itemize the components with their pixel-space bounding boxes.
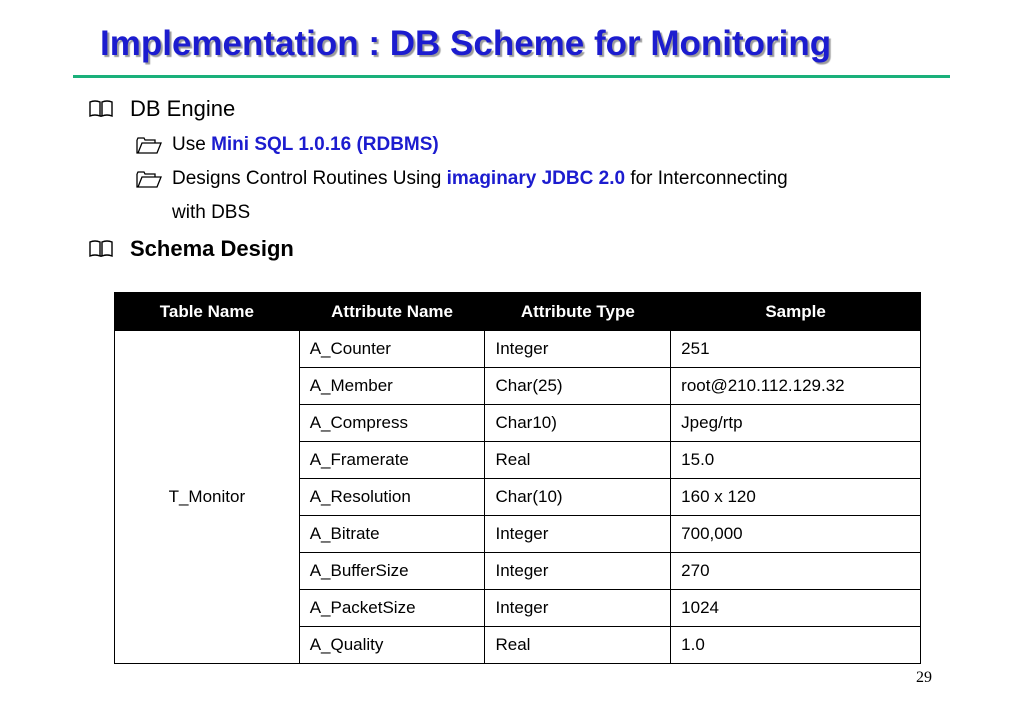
- sample-cell: 160 x 120: [671, 479, 921, 516]
- attribute-name-cell: A_PacketSize: [299, 590, 485, 627]
- attribute-type-cell: Char10): [485, 405, 671, 442]
- header-attribute-type: Attribute Type: [485, 293, 671, 331]
- attribute-name-cell: A_Bitrate: [299, 516, 485, 553]
- attribute-type-cell: Integer: [485, 553, 671, 590]
- bullet-db-engine: [130, 96, 235, 122]
- book-icon: [88, 239, 114, 259]
- header-sample: Sample: [671, 293, 921, 331]
- sample-cell: 270: [671, 553, 921, 590]
- sample-cell: 700,000: [671, 516, 921, 553]
- header-attribute-name: Attribute Name: [299, 293, 485, 331]
- attribute-name-cell: A_Framerate: [299, 442, 485, 479]
- table-row: [115, 331, 921, 368]
- sub-bullet-suffix: for Interconnecting: [625, 168, 788, 189]
- page-number: 29: [916, 669, 932, 686]
- bullet-label: DB Engine: [130, 96, 236, 121]
- bullet-label: Schema Design: [130, 236, 294, 261]
- sample-cell: Jpeg/rtp: [671, 405, 921, 442]
- sample-cell: 15.0: [671, 442, 921, 479]
- book-icon: [88, 99, 114, 119]
- sample-cell: 251: [671, 331, 921, 368]
- title-divider: [73, 75, 950, 78]
- slide-title: Implementation : DB Scheme for Monitoring: [100, 24, 832, 63]
- attribute-name-cell: A_BufferSize: [299, 553, 485, 590]
- sample-cell: 1024: [671, 590, 921, 627]
- sub-bullet-control-routines: [172, 168, 788, 190]
- attribute-type-cell: Real: [485, 627, 671, 664]
- schema-table: [114, 292, 921, 664]
- attribute-name-cell: A_Member: [299, 368, 485, 405]
- folder-icon: [135, 135, 163, 155]
- sub-bullet-text: Designs Control Routines Using: [172, 168, 447, 189]
- bullet-schema-design: [130, 236, 294, 262]
- table-header-row: [115, 293, 921, 331]
- sample-cell: root@210.112.129.32: [671, 368, 921, 405]
- table-name-cell: T_Monitor: [115, 331, 300, 664]
- sample-cell: 1.0: [671, 627, 921, 664]
- attribute-type-cell: Real: [485, 442, 671, 479]
- attribute-type-cell: Char(25): [485, 368, 671, 405]
- attribute-type-cell: Integer: [485, 590, 671, 627]
- attribute-type-cell: Integer: [485, 516, 671, 553]
- sub-bullet-highlight: Mini SQL 1.0.16 (RDBMS): [211, 134, 439, 155]
- sub-bullet-text: Use: [172, 134, 212, 155]
- attribute-name-cell: A_Compress: [299, 405, 485, 442]
- sub-bullet-continuation: with DBS: [172, 202, 251, 223]
- folder-icon: [135, 169, 163, 189]
- attribute-type-cell: Char(10): [485, 479, 671, 516]
- attribute-name-cell: A_Counter: [299, 331, 485, 368]
- header-table-name: Table Name: [115, 293, 300, 331]
- attribute-name-cell: A_Resolution: [299, 479, 485, 516]
- attribute-type-cell: Integer: [485, 331, 671, 368]
- attribute-name-cell: A_Quality: [299, 627, 485, 664]
- sub-bullet-db-product: [172, 134, 439, 156]
- sub-bullet-highlight: imaginary JDBC 2.0: [446, 168, 626, 189]
